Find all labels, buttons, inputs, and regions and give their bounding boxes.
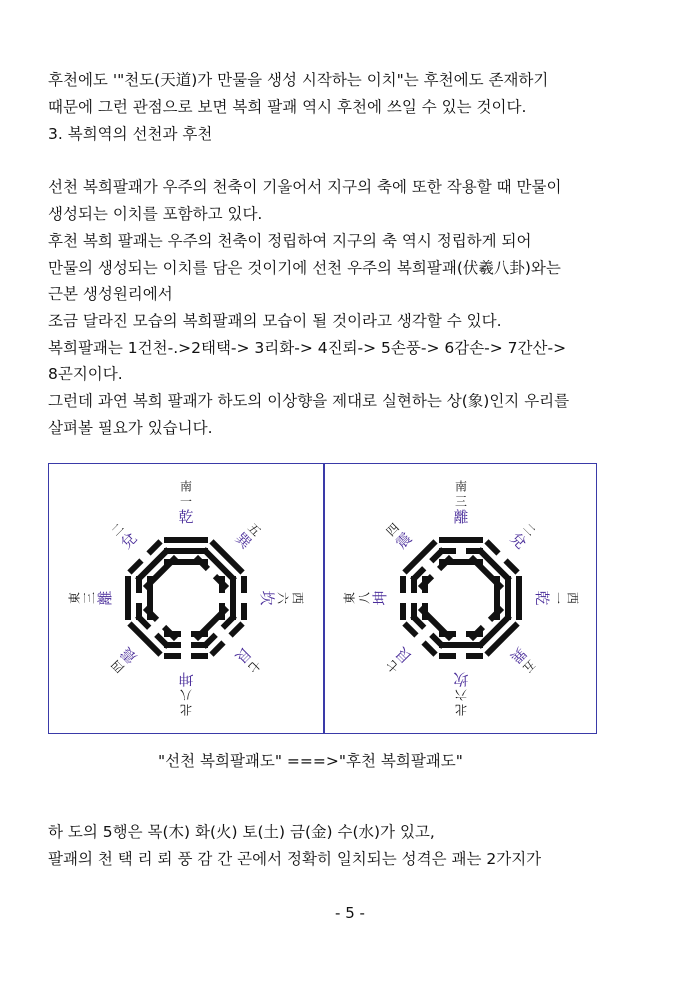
direction-label: 南 [179,479,193,494]
trigram-number: 五 [245,520,264,539]
trigram-number: 八 [179,687,193,702]
yin-line [136,603,142,620]
trigram-left [68,576,154,620]
yin-line [400,576,406,593]
yang-line [125,576,131,620]
yang-line [439,537,483,543]
trigram-number: 八 [357,591,372,605]
paragraph-line: 팔괘의 천 택 리 뢰 풍 감 간 곤에서 정확히 일치되는 성격은 괘는 2가지가 [48,850,542,868]
trigram-number: 三 [454,494,468,509]
trigram-name: 乾 [533,590,551,606]
trigram-number: 四 [383,520,402,539]
direction-label: 西 [565,591,580,605]
paragraph-line: 만물의 생성되는 이치를 담은 것이기에 선천 우주의 복희팔괘(伏羲八卦)와는 [48,259,561,277]
trigram-number: 五 [520,657,539,676]
paragraph-line: 때문에 그런 관점으로 보면 복희 팔괘 역시 후천에 쓰일 수 있는 것이다. [48,98,527,116]
yin-line [219,576,225,593]
trigram-name: 坎 [453,670,469,688]
direction-label: 東 [67,591,82,605]
trigram-number: 七 [383,657,402,676]
trigram-name: 兌 [117,529,141,553]
page-number: - 5 - [335,904,365,922]
yin-line [466,653,483,659]
yang-line [164,548,208,554]
figure-caption: "선천 복희팔괘도" ===>"후천 복희팔괘도" [158,752,463,770]
direction-label: 北 [454,702,468,717]
yang-line [439,642,483,648]
paragraph-line: 그런데 과연 복희 팔괘가 하도의 이상향을 제대로 실현하는 상(象)인지 우리를 [48,392,570,410]
yang-line [230,576,236,620]
section-heading: 3. 복희역의 선천과 후천 [48,125,213,143]
yang-line [516,576,522,620]
direction-label: 西 [290,591,305,605]
trigram-name: 巽 [231,529,255,553]
yin-line [191,653,208,659]
paragraph-line: 조금 달라진 모습의 복희팔괘의 모습이 될 것이라고 생각할 수 있다. [48,312,502,330]
paragraph-line: 8곤지이다. [48,365,123,383]
trigram-top [164,479,208,566]
yin-line [400,603,406,620]
trigram-name: 離 [96,590,114,606]
trigram-number: 七 [245,657,264,676]
trigram-right [494,576,580,620]
trigram-name: 兌 [506,529,530,553]
paragraph-line: 살펴볼 필요가 있습니다. [48,419,213,437]
paragraph-line: 근본 생성원리에서 [48,285,173,303]
bagua-figure [48,463,597,734]
direction-label: 北 [179,702,193,717]
trigram-number: 六 [454,687,468,702]
trigram-name: 坎 [258,590,276,606]
yang-line [505,576,511,620]
trigram-number: 六 [275,591,290,605]
trigram-name: 艮 [392,643,416,667]
trigram-name: 艮 [231,643,255,667]
paragraph-line: 복희팔괘는 1건천-.>2태택-> 3리화-> 4진뢰-> 5손풍-> 6감손-> 7간산-> [48,339,567,357]
trigram-name: 巽 [506,643,530,667]
yin-line [422,603,428,620]
trigram-number: 一 [550,591,565,605]
diagram-xiantian [49,464,323,732]
trigram-top-left [372,509,453,590]
trigram-name: 震 [392,529,416,553]
paragraph-line: 후천 복희 팔괘는 우주의 천축이 정립하여 지구의 축 역시 정립하게 되어 [48,232,532,250]
trigram-left [343,576,429,620]
yin-line [191,631,208,637]
trigram-number: 一 [179,494,193,509]
trigram-name: 離 [453,508,469,526]
yin-line [164,653,181,659]
trigram-name: 坤 [178,670,194,688]
yang-line [164,537,208,543]
yin-line [439,653,456,659]
yin-line [241,576,247,593]
paragraph-line: 선천 복희팔괘가 우주의 천축이 기울어서 지구의 축에 또한 작용할 때 만물이 [48,178,562,196]
trigram-number: 二 [520,520,539,539]
trigram-bottom [164,631,208,717]
trigram-right [219,576,305,620]
trigram-top-left [97,509,178,590]
trigram-number: 三 [82,591,97,605]
yin-line [241,603,247,620]
paragraph-line: 생성되는 이치를 포함하고 있다. [48,205,263,223]
trigram-top [439,479,483,566]
paragraph-line: 후천에도 '"천도(天道)가 만물을 생성 시작하는 이치"는 후천에도 존재하기 [48,71,549,89]
trigram-number: 四 [108,657,127,676]
diagram-houtian [324,464,598,732]
trigram-number: 二 [108,520,127,539]
yin-line [411,603,417,620]
yin-line [191,642,208,648]
trigram-name: 坤 [371,590,389,606]
direction-label: 南 [454,479,468,494]
trigram-name: 震 [117,643,141,667]
paragraph-line: 하 도의 5행은 목(木) 화(火) 토(土) 금(金) 수(水)가 있고, [48,823,435,841]
yin-line [466,631,483,637]
direction-label: 東 [342,591,357,605]
trigram-bottom [439,631,483,717]
trigram-name: 乾 [178,508,194,526]
